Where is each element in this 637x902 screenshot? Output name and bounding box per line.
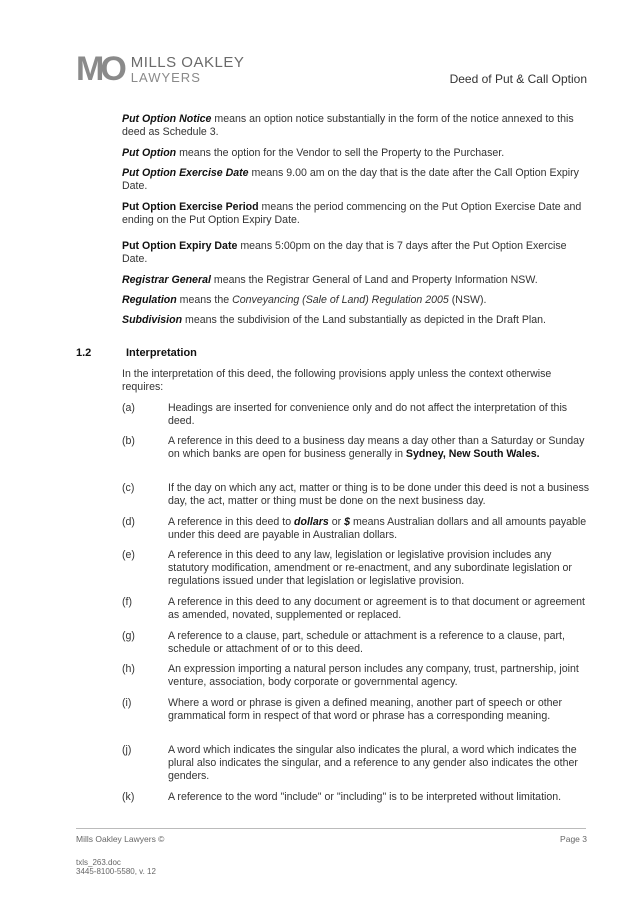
page-number: Page 3: [560, 834, 587, 844]
item-text-g: A reference to a clause, part, schedule or attachment is a reference to a clause, part, schedule or attachment of or to this deed.: [168, 630, 565, 655]
section-number: 1.2: [76, 347, 92, 359]
item-label: (h): [122, 663, 135, 675]
definition-registrar-general: Registrar General means the Registrar General of Land and Property Information NSW.: [122, 274, 538, 286]
logo-mark: MO: [76, 50, 123, 88]
definition-put-option-exercise-period: Put Option Exercise Period means the period commencing on the Put Option Exercise Date and ending on the Put Option Expiry Date.: [122, 201, 582, 226]
document-file-ref: txls_263.doc: [76, 858, 121, 867]
item-text-h: An expression importing a natural person includes any company, trust, partnership, joint venture, association, body corporate or governmental agency.: [168, 663, 579, 688]
footer-divider: [76, 828, 586, 829]
logo-firm-name: MILLS OAKLEY: [130, 53, 245, 71]
item-text-b: A reference in this deed to a business day means a day other than a Saturday or Sunday on which banks are open for business generally in Sydney, New South Wales.: [168, 435, 585, 460]
item-text-c: If the day on which any act, matter or thing is to be done under this deed is not a business day, the act, matter or thing must be done on the next business day.: [168, 482, 590, 507]
item-text-f: A reference in this deed to any document or agreement is to that document or agreement as amended, novated, supplemented or replaced.: [168, 596, 585, 621]
item-label: (g): [122, 630, 135, 642]
item-label: (a): [122, 402, 135, 414]
definition-put-option-exercise-date: Put Option Exercise Date means 9.00 am on the day that is the date after the Call Option Expiry Date.: [122, 167, 579, 192]
firm-logo: [76, 52, 244, 86]
item-label: (f): [122, 596, 132, 608]
item-text-e: A reference in this deed to any law, legislation or legislative provision includes any statutory modification, amendment or re-enactment, and any subordinate legislation or regulations issued under that legislation or legislative provision.: [168, 549, 572, 587]
document-title: Deed of Put & Call Option: [449, 72, 587, 86]
definition-put-option-notice: Put Option Notice means an option notice substantially in the form of the notice annexed to this deed as Schedule 3.: [122, 113, 574, 138]
definition-subdivision: Subdivision means the subdivision of the Land substantially as depicted in the Draft Plan.: [122, 314, 546, 326]
item-text-j: A word which indicates the singular also indicates the plural, a word which indicates the plural also indicates the singular, and a reference to any gender also indicates the other genders.: [168, 744, 578, 782]
item-label: (i): [122, 697, 132, 709]
item-text-i: Where a word or phrase is given a defined meaning, another part of speech or other grammatical form in respect of that word or phrase has a corresponding meaning.: [168, 697, 562, 722]
item-text-d: A reference in this deed to dollars or $ means Australian dollars and all amounts payable under this deed are payable in Australian dollars.: [168, 516, 587, 541]
logo-text: [131, 55, 245, 84]
footer-firm: Mills Oakley Lawyers ©: [76, 834, 165, 844]
item-label: (e): [122, 549, 135, 561]
item-label: (j): [122, 744, 132, 756]
item-label: (b): [122, 435, 135, 447]
item-text-a: Headings are inserted for convenience only and do not affect the interpretation of this deed.: [168, 402, 568, 427]
item-label: (d): [122, 516, 135, 528]
item-text-k: A reference to the word "include" or "including" is to be interpreted without limitation.: [168, 791, 562, 803]
document-version-ref: 3445-8100-5580, v. 12: [76, 867, 156, 876]
logo-subtitle: LAWYERS: [130, 69, 201, 85]
section-intro: In the interpretation of this deed, the following provisions apply unless the context otherwise requires:: [122, 368, 552, 393]
definition-regulation: Regulation means the Conveyancing (Sale of Land) Regulation 2005 (NSW).: [122, 294, 487, 306]
item-label: (c): [122, 482, 135, 494]
definition-put-option: Put Option means the option for the Vendor to sell the Property to the Purchaser.: [122, 147, 505, 159]
section-title: Interpretation: [126, 347, 197, 359]
item-label: (k): [122, 791, 135, 803]
definition-put-option-expiry-date: Put Option Expiry Date means 5:00pm on the day that is 7 days after the Put Option Exercise Date.: [122, 240, 567, 265]
